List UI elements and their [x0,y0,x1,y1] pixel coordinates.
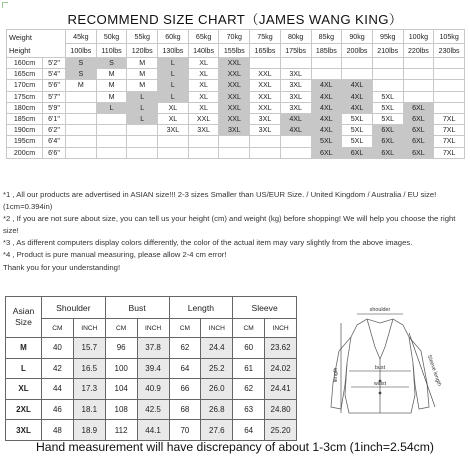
measure-cm-value: 66 [169,379,201,400]
recommended-size-cell: XL [188,58,219,69]
recommended-size-cell [311,69,342,80]
recommended-size-cell [434,58,465,69]
recommended-size-cell [96,113,127,124]
recommended-size-cell: 6XL [403,147,434,158]
recommended-size-cell: M [127,69,158,80]
shoulder-label: shoulder [369,307,391,313]
recommended-size-cell [219,136,250,147]
recommended-size-cell [66,147,97,158]
weight-lbs-header: 200lbs [342,44,373,58]
height-cm: 175cm [7,91,43,102]
recommended-size-cell: XXL [219,91,250,102]
measurement-row [6,358,297,379]
recommended-size-cell [188,136,219,147]
measure-cm-value: 63 [233,399,265,420]
height-ft: 5'2" [43,58,66,69]
recommended-size-cell [434,69,465,80]
measurement-disclaimer: Hand measurement will have discrepancy of about 1-3cm (1inch=2.54cm) [36,440,434,454]
recommended-size-cell: 4XL [342,91,373,102]
weight-height-header [7,30,66,58]
recommended-size-cell [96,147,127,158]
length-header: Length [169,297,233,319]
size-chart-row [7,91,465,102]
size-chart-row [7,102,465,113]
measure-cm-value: 61 [233,358,265,379]
recommended-size-cell: 6XL [403,102,434,113]
measurement-row [6,399,297,420]
recommended-size-cell [250,58,281,69]
recommended-size-cell [96,125,127,136]
recommended-size-cell [403,80,434,91]
recommended-size-cell: 5XL [342,113,373,124]
measure-inch-value: 16.5 [73,358,105,379]
recommended-size-cell [66,91,97,102]
size-chart-row [7,58,465,69]
recommended-size-cell: 5XL [372,113,403,124]
recommended-size-cell: S [66,69,97,80]
recommended-size-cell: 7XL [434,125,465,136]
sleeve-label: Sleeve length [425,354,443,388]
weight-kg-header: 80kg [280,30,311,44]
recommended-size-cell: 4XL [311,80,342,91]
recommended-size-cell: XXL [219,113,250,124]
weight-lbs-header: 155lbs [219,44,250,58]
recommended-size-cell: 3XL [188,125,219,136]
note-line: *1 , All our products are advertised in ASIAN size!!! 2-3 sizes Smaller than US/EUR Size. / United Kingdom / Australia / EU size! (1cm=0.394in) [3,190,437,212]
recommended-size-cell: 6XL [311,147,342,158]
recommended-size-cell: XXL [250,102,281,113]
recommended-size-cell [96,136,127,147]
weight-kg-header: 95kg [372,30,403,44]
measure-cm-value: 62 [169,338,201,359]
recommended-size-cell [342,58,373,69]
recommended-size-cell [372,69,403,80]
measure-inch-value: 18.9 [73,420,105,441]
recommended-size-cell: S [66,58,97,69]
recommended-size-cell: 3XL [280,91,311,102]
recommended-size-cell [434,91,465,102]
size-label: 2XL [6,399,42,420]
weight-lbs-header: 185lbs [311,44,342,58]
recommended-size-cell: XL [188,80,219,91]
weight-lbs-header: 130lbs [158,44,189,58]
recommended-size-cell [250,136,281,147]
measure-cm-value: 108 [105,399,137,420]
height-ft: 5'6" [43,80,66,91]
weight-lbs-header: 210lbs [372,44,403,58]
height-cm: 200cm [7,147,43,158]
measure-cm-value: 62 [233,379,265,400]
recommended-size-cell [311,58,342,69]
recommended-size-cell [434,102,465,113]
recommended-size-cell: L [127,91,158,102]
bust-label: bust [374,365,386,371]
recommended-size-cell: XXL [250,80,281,91]
measure-cm-value: 70 [169,420,201,441]
recommended-size-cell: 5XL [342,125,373,136]
weight-kg-header: 45kg [66,30,97,44]
recommended-size-cell [219,147,250,158]
measure-inch-value: 27.6 [201,420,233,441]
measure-inch-value: 39.4 [137,358,169,379]
height-ft: 6'6" [43,147,66,158]
recommended-size-cell: 7XL [434,147,465,158]
recommended-size-cell: 3XL [250,125,281,136]
measure-inch-value: 25.20 [265,420,297,441]
measure-inch-value: 23.62 [265,338,297,359]
recommended-size-cell: XXL [219,80,250,91]
recommended-size-cell [66,102,97,113]
height-cm: 195cm [7,136,43,147]
recommended-size-cell [127,125,158,136]
recommended-size-cell: XXL [188,113,219,124]
recommended-size-cell: 3XL [280,69,311,80]
recommended-size-cell: XL [158,113,189,124]
height-ft: 6'1" [43,113,66,124]
unit-cm: CM [42,319,74,338]
recommended-size-cell: L [158,91,189,102]
recommended-size-cell: 3XL [280,102,311,113]
recommended-size-cell [342,69,373,80]
measure-cm-value: 48 [42,420,74,441]
weight-kg-header: 85kg [311,30,342,44]
recommended-size-cell: 4XL [311,113,342,124]
recommended-size-cell: 5XL [372,91,403,102]
measure-inch-value: 37.8 [137,338,169,359]
measurement-row [6,379,297,400]
unit-cm: CM [233,319,265,338]
chart-title: RECOMMEND SIZE CHART（JAMES WANG KING） [67,12,403,27]
recommended-size-cell [127,136,158,147]
recommended-size-cell: XXL [250,69,281,80]
recommended-size-cell: 5XL [342,136,373,147]
recommended-size-cell: L [127,102,158,113]
unit-inch: INCH [73,319,105,338]
measure-inch-value: 18.1 [73,399,105,420]
measure-cm-value: 60 [233,338,265,359]
measure-cm-value: 64 [169,358,201,379]
recommended-size-cell: 4XL [280,125,311,136]
height-ft: 5'7" [43,91,66,102]
measure-cm-value: 112 [105,420,137,441]
weight-kg-header: 50kg [96,30,127,44]
shoulder-header: Shoulder [42,297,106,319]
measure-cm-value: 42 [42,358,74,379]
recommended-size-cell: 6XL [372,136,403,147]
recommended-size-cell: 4XL [342,80,373,91]
recommended-size-cell: L [96,102,127,113]
suit-jacket-measurement-diagram [305,303,455,425]
weight-kg-header: 70kg [219,30,250,44]
note-line: *4 , Product is pure manual measuring, please allow 2-4 cm error! [3,250,227,260]
measure-inch-value: 24.02 [265,358,297,379]
weight-lbs-header: 165lbs [250,44,281,58]
size-chart-row [7,125,465,136]
measure-cm-value: 64 [233,420,265,441]
weight-label: Weight [9,32,32,42]
measure-cm-value: 46 [42,399,74,420]
unit-inch: INCH [201,319,233,338]
recommended-size-cell: XL [158,102,189,113]
recommended-size-cell: L [127,113,158,124]
size-chart-row [7,136,465,147]
height-cm: 165cm [7,69,43,80]
measure-cm-value: 44 [42,379,74,400]
recommended-size-cell [66,136,97,147]
recommend-size-chart [6,29,465,159]
size-chart-row [7,113,465,124]
recommended-size-cell [127,147,158,158]
recommended-size-cell: XL [188,102,219,113]
measure-inch-value: 42.5 [137,399,169,420]
recommended-size-cell [158,147,189,158]
recommended-size-cell: 3XL [219,125,250,136]
unit-inch: INCH [265,319,297,338]
weight-lbs-header: 220lbs [403,44,434,58]
recommended-size-cell: XXL [219,102,250,113]
recommended-size-cell: 4XL [342,102,373,113]
recommended-size-cell: XL [188,69,219,80]
size-label: L [6,358,42,379]
height-cm: 190cm [7,125,43,136]
measure-inch-value: 24.41 [265,379,297,400]
recommended-size-cell: M [66,80,97,91]
height-ft: 6'2" [43,125,66,136]
corner-mark [2,2,8,8]
height-ft: 5'9" [43,102,66,113]
recommended-size-cell [250,147,281,158]
measure-inch-value: 17.3 [73,379,105,400]
recommended-size-cell: 4XL [311,102,342,113]
size-chart-row [7,80,465,91]
recommended-size-cell: S [96,58,127,69]
height-cm: 160cm [7,58,43,69]
recommended-size-cell: L [158,58,189,69]
asian-size-header: Asian Size [6,297,42,338]
recommended-size-cell [434,80,465,91]
recommended-size-cell: 3XL [250,113,281,124]
sleeve-header: Sleeve [233,297,297,319]
unit-inch: INCH [137,319,169,338]
recommended-size-cell: 6XL [403,125,434,136]
unit-cm: CM [169,319,201,338]
weight-kg-header: 60kg [158,30,189,44]
recommended-size-cell [66,113,97,124]
recommended-size-cell: M [127,80,158,91]
weight-kg-header: 100kg [403,30,434,44]
height-ft: 5'4" [43,69,66,80]
recommended-size-cell [403,69,434,80]
length-label: length [333,367,339,383]
measure-inch-value: 40.9 [137,379,169,400]
measure-cm-value: 96 [105,338,137,359]
size-chart-row [7,147,465,158]
measurement-row [6,420,297,441]
recommended-size-cell: 3XL [280,80,311,91]
recommended-size-cell: XXL [219,58,250,69]
recommended-size-cell [280,58,311,69]
weight-lbs-header: 100lbs [66,44,97,58]
recommended-size-cell: L [158,69,189,80]
recommended-size-cell [403,58,434,69]
weight-lbs-header: 120lbs [127,44,158,58]
measure-cm-value: 104 [105,379,137,400]
recommended-size-cell [372,58,403,69]
measure-cm-value: 100 [105,358,137,379]
height-cm: 170cm [7,80,43,91]
note-line: *3 , As different computers display colors differently, the color of the actual item may vary slightly from the above images. [3,238,413,248]
recommended-size-cell: 5XL [372,102,403,113]
recommended-size-cell: M [96,69,127,80]
recommended-size-cell: L [158,80,189,91]
measure-inch-value: 24.80 [265,399,297,420]
size-label: XL [6,379,42,400]
size-label: 3XL [6,420,42,441]
recommended-size-cell [66,125,97,136]
size-chart-row [7,69,465,80]
weight-lbs-header: 230lbs [434,44,465,58]
recommended-size-cell [158,136,189,147]
weight-lbs-header: 175lbs [280,44,311,58]
recommended-size-cell: 6XL [403,136,434,147]
recommended-size-cell: 7XL [434,113,465,124]
measure-inch-value: 15.7 [73,338,105,359]
measure-inch-value: 24.4 [201,338,233,359]
weight-kg-header: 90kg [342,30,373,44]
weight-kg-header: 65kg [188,30,219,44]
recommended-size-cell: 6XL [403,113,434,124]
height-cm: 180cm [7,102,43,113]
weight-kg-header: 75kg [250,30,281,44]
recommended-size-cell: M [96,91,127,102]
measure-cm-value: 68 [169,399,201,420]
measure-cm-value: 40 [42,338,74,359]
recommended-size-cell [372,80,403,91]
jacket-button [379,392,382,395]
bust-header: Bust [105,297,169,319]
measure-inch-value: 44.1 [137,420,169,441]
waist-label: waist [373,381,387,387]
recommended-size-cell: 4XL [280,113,311,124]
recommended-size-cell [280,147,311,158]
note-line: *2 , If you are not sure about size, you can tell us your height (cm) and weight (kg) before shopping! We will help you choose the right size! [3,214,456,236]
size-label: M [6,338,42,359]
garment-measurement-table [5,296,297,441]
measure-inch-value: 26.0 [201,379,233,400]
weight-lbs-header: 140lbs [188,44,219,58]
weight-kg-header: 55kg [127,30,158,44]
recommended-size-cell: 4XL [311,91,342,102]
size-notes [3,189,469,274]
measure-inch-value: 25.2 [201,358,233,379]
recommended-size-cell: 4XL [311,125,342,136]
recommended-size-cell [280,136,311,147]
weight-kg-header: 105kg [434,30,465,44]
recommended-size-cell: 6XL [372,125,403,136]
recommended-size-cell: XL [188,91,219,102]
height-label: Height [9,45,31,55]
recommended-size-cell: M [127,58,158,69]
recommended-size-cell: M [96,80,127,91]
recommended-size-cell [403,91,434,102]
recommended-size-cell: 5XL [311,136,342,147]
height-ft: 6'4" [43,136,66,147]
unit-cm: CM [105,319,137,338]
recommended-size-cell: 6XL [372,147,403,158]
measure-inch-value: 26.8 [201,399,233,420]
weight-lbs-header: 110lbs [96,44,127,58]
recommended-size-cell: XXL [250,91,281,102]
recommended-size-cell [188,147,219,158]
recommended-size-cell: 7XL [434,136,465,147]
jacket-lapel [367,319,393,359]
height-cm: 185cm [7,113,43,124]
note-line: Thank you for your understanding! [3,262,121,272]
recommended-size-cell: 3XL [158,125,189,136]
measurement-row [6,338,297,359]
recommended-size-cell: 6XL [342,147,373,158]
jacket-right-sleeve [409,337,429,409]
recommended-size-cell: XXL [219,69,250,80]
